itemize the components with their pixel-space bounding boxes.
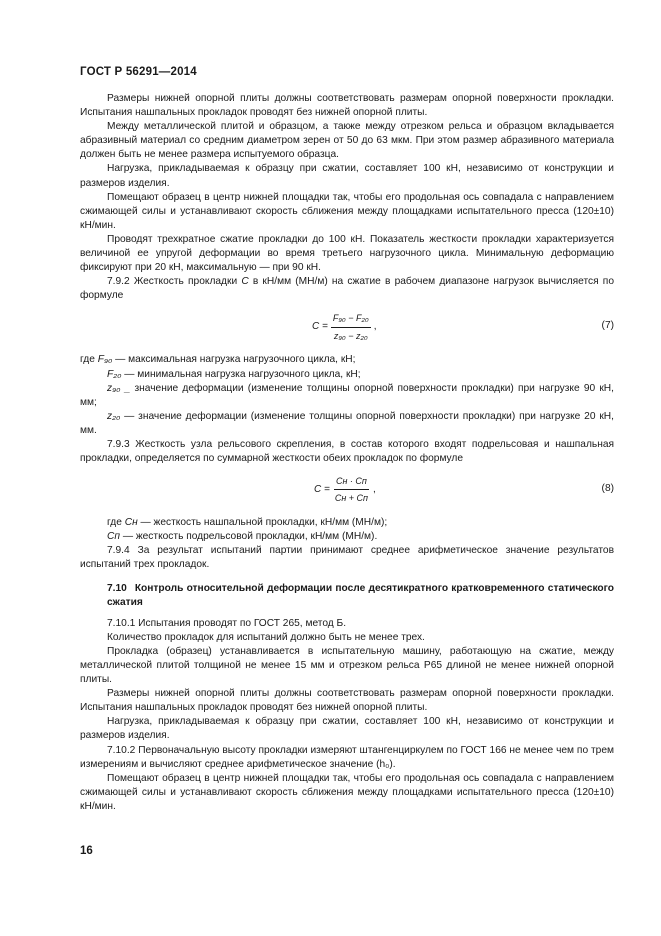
definition-item: где Cн — жесткость нашпальной прокладки, кН/мм (МН/м); [107, 517, 388, 529]
clause-7-9-4 [80, 544, 614, 572]
formula-7 [80, 303, 614, 353]
section-heading [80, 582, 614, 610]
definition-item [80, 368, 614, 382]
paragraph: Размеры нижней опорной плиты должны соответствовать размерам опорной поверхности прокладки. Испытания нашпальных прокладок проводят без нижней опорной плиты. [80, 688, 614, 714]
paragraph: Проводят трехкратное сжатие прокладки до 100 кН. Показатель жесткости прокладки характеризуется величиной ее упругой деформации во время третьего нагрузочного цикла. Минимальную деформацию фиксируют при 20 кН, максимальную — при 90 кН. [80, 233, 614, 274]
clause-7-9-3 [80, 438, 614, 466]
paragraph: Прокладка (образец) устанавливается в испытательную машину, работающую на сжатие, между металлической плитой толщиной не менее 15 мм и отрезком рельса Р65 длиной не менее нижней опорной плиты. [80, 645, 614, 686]
page-number: 16 [80, 845, 93, 857]
definition-text: — максимальная нагрузка нагрузочного цикла, кН; [115, 354, 356, 366]
definition-text: — жесткость нашпальной прокладки, кН/мм (МН/м); [140, 517, 388, 529]
formula-tail: , [373, 483, 376, 495]
formula-tail: , [373, 320, 377, 332]
paragraph: Нагрузка, прикладываемая к образцу при сжатии, составляет 100 кН, независимо от конструкции и размеров изделия. [80, 163, 614, 189]
section-number: 7.10 [107, 582, 127, 594]
paragraph: Между металлической плитой и образцом, а также между отрезком рельса и образцом вкладывается абразивный материал со средним диаметром зерен от 50 до 63 мкм. При этом размер абразивного материала должен быть не менее размера испытуемого образца. [80, 121, 614, 161]
formula-lhs: C = [312, 320, 328, 332]
definition-text: — минимальная нагрузка нагрузочного цикла, кН; [124, 368, 361, 380]
definition-item [80, 530, 614, 544]
formula-8 [80, 466, 614, 516]
formula-lhs: C = [314, 483, 330, 495]
stiffness-symbol: C [241, 276, 249, 288]
definition-symbol: Cн [124, 517, 138, 529]
clause-7-9-2 [80, 275, 614, 303]
paragraph: Нагрузка, прикладываемая к образцу при сжатии, составляет 100 кН, независимо от конструкции и размеров изделия. [80, 716, 614, 742]
paragraph: 7.10.1 Испытания проводят по ГОСТ 265, метод Б. [107, 617, 347, 629]
definition-item: где F₉₀ — максимальная нагрузка нагрузочного цикла, кН; [80, 354, 356, 366]
paragraph: Помещают образец в центр нижней площадки так, чтобы его продольная ось совпадала с направлением сжимающей силы и устанавливают скорость сближения между площадками испытательного пресса (120±10) кН/мин. [80, 772, 614, 812]
document-code-header: ГОСТ Р 56291—2014 [80, 66, 197, 78]
document-body [80, 92, 614, 814]
clause-text: За результат испытаний партии принимают среднее арифметическое значение результатов испытаний трех прокладок. [80, 545, 614, 571]
clause-number: 7.9.2 [107, 276, 130, 288]
equation-number: (7) [601, 320, 614, 332]
section-title: Контроль относительной деформации после десятикратного кратковременного статического сжатия [107, 582, 614, 608]
formula-numerator: Cн · Cп [334, 474, 369, 490]
definition-text: — значение деформации (изменение толщины опорной поверхности прокладки) при нагрузке 20 кН, мм. [80, 410, 614, 436]
clause-text: Жесткость узла рельсового скрепления, в состав которого входят подрельсовая и нашпальная прокладки, определяется по суммарной жесткости обеих прокладок по формуле [80, 438, 615, 465]
paragraph: 7.10.2 Первоначальную высоту прокладки измеряют штангенциркулем по ГОСТ 166 не менее чем по трем измерениям и вычисляют среднее арифметическое значение (h₀). [80, 744, 614, 770]
definition-text: — жесткость подрельсовой прокладки, кН/мм (МН/м). [122, 531, 378, 543]
formula-denominator: Cн + Cп [334, 493, 369, 504]
clause-number: 7.9.4 [107, 545, 130, 557]
clause-number: 7.9.3 [107, 438, 130, 450]
formula-numerator: F₉₀ − F₂₀ [331, 311, 371, 327]
definition-symbol: Cп [107, 531, 120, 543]
formula-fraction [333, 474, 370, 505]
paragraph: Количество прокладок для испытаний должно быть не менее трех. [107, 631, 425, 643]
formula-fraction [331, 311, 371, 342]
definition-symbol: z₂₀ [107, 410, 121, 422]
formula-denominator: z₉₀ − z₂₀ [333, 330, 368, 341]
paragraph: Размеры нижней опорной плиты должны соответствовать размерам опорной поверхности прокладки. Испытания нашпальных прокладок проводят без нижней опорной плиты. [80, 93, 614, 119]
paragraph: Помещают образец в центр нижней площадки так, чтобы его продольная ось совпадала с направлением сжимающей силы и устанавливают скорость сближения между площадками испытательного пресса (120±10) кН/мин. [80, 191, 614, 231]
definition-text: значение деформации (изменение толщины опорной поверхности прокладки) при нагрузке 90 кН, мм; [80, 382, 614, 408]
clause-text: Жесткость прокладки [133, 276, 238, 288]
definition-item [80, 382, 614, 410]
definition-symbol: F₂₀ [107, 368, 122, 380]
definition-item [80, 410, 614, 438]
clause-text: в кН/мм (МН/м) на сжатие в рабочем диапазоне нагрузок вычисляется по формуле [80, 276, 614, 302]
definition-symbol: z₉₀ _ [107, 382, 131, 394]
definition-symbol: F₉₀ [97, 354, 113, 366]
equation-number: (8) [601, 483, 614, 495]
